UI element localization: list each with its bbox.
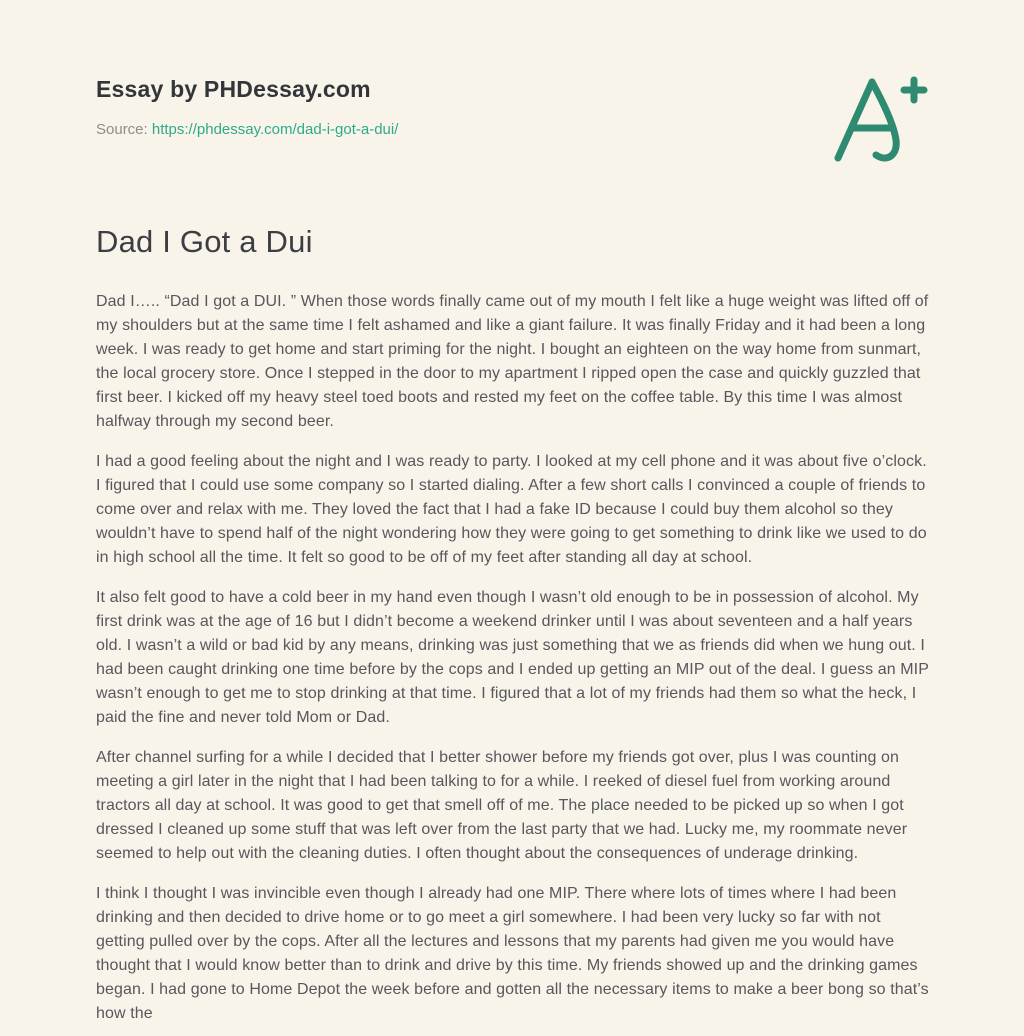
source-line <box>96 121 930 138</box>
essay-title: Dad I Got a Dui <box>96 224 313 259</box>
essay-paragraph: It also felt good to have a cold beer in my hand even though I wasn’t old enough to be in possession of alcohol. My first drink was at the age of 16 but I didn’t become a weekend drinker until I was about seventeen and a half years old. I wasn’t a wild or bad kid by any means, drinking was just something that we as friends did when we hung out. I had been caught drinking one time before by the cops and I ended up getting an MIP out of the deal. I guess an MIP wasn’t enough to get me to stop drinking at that time. I figured that a lot of my friends had them so what the heck, I paid the fine and never told Mom or Dad. <box>96 589 929 726</box>
page-header-title: Essay by PHDessay.com <box>96 76 371 102</box>
essay-paragraph: I think I thought I was invincible even though I already had one MIP. There where lots of times where I had been drinking and then decided to drive home or to go meet a girl somewhere. I had been very lucky so far with not getting pulled over by the cops. After all the lectures and lessons that my parents had given me you would have thought that I would know better than to drink and drive by this time. My friends showed up and the drinking games began. I had gone to Home Depot the week before and gotten all the necessary items to make a beer bong so that’s how the <box>96 885 929 1022</box>
source-label: Source: <box>96 121 148 138</box>
essay-paragraph: Dad I….. “Dad I got a DUI. ” When those words finally came out of my mouth I felt like a huge weight was lifted off of my shoulders but at the same time I felt ashamed and like a giant failure. It was finally Friday and it had been a long week. I was ready to get home and start priming for the night. I bought an eighteen on the way home from sunmart, the local grocery store. Once I stepped in the door to my apartment I ripped open the case and quickly guzzled that first beer. I kicked off my heavy steel toed boots and rested my feet on the coffee table. By this time I was almost halfway through my second beer. <box>96 293 929 430</box>
essay-paragraph: After channel surfing for a while I decided that I better shower before my friends got over, plus I was counting on meeting a girl later in the night that I had been talking to for a while. I reeked of diesel fuel from working around tractors all day at school. It was good to get that smell off of me. The place needed to be picked up so when I got dressed I cleaned up some stuff that was left over from the last party that we had. Lucky me, my roommate never seemed to help out with the cleaning duties. I often thought about the consequences of underage drinking. <box>96 749 908 862</box>
phdessay-logo-icon <box>828 70 932 166</box>
source-url-link[interactable]: https://phdessay.com/dad-i-got-a-dui/ <box>151 121 399 138</box>
essay-body <box>96 290 932 1026</box>
essay-paragraph: I had a good feeling about the night and I was ready to party. I looked at my cell phone and it was about five o’clock. I figured that I could use some company so I started dialing. After a few short calls I convinced a couple of friends to come over and relax with me. They loved the fact that I had a fake ID because I could buy them alcohol so they wouldn’t have to spend half of the night wondering how they were going to get something to drink like we used to do in high school all the time. It felt so good to be off of my feet after standing all day at school. <box>96 453 927 566</box>
